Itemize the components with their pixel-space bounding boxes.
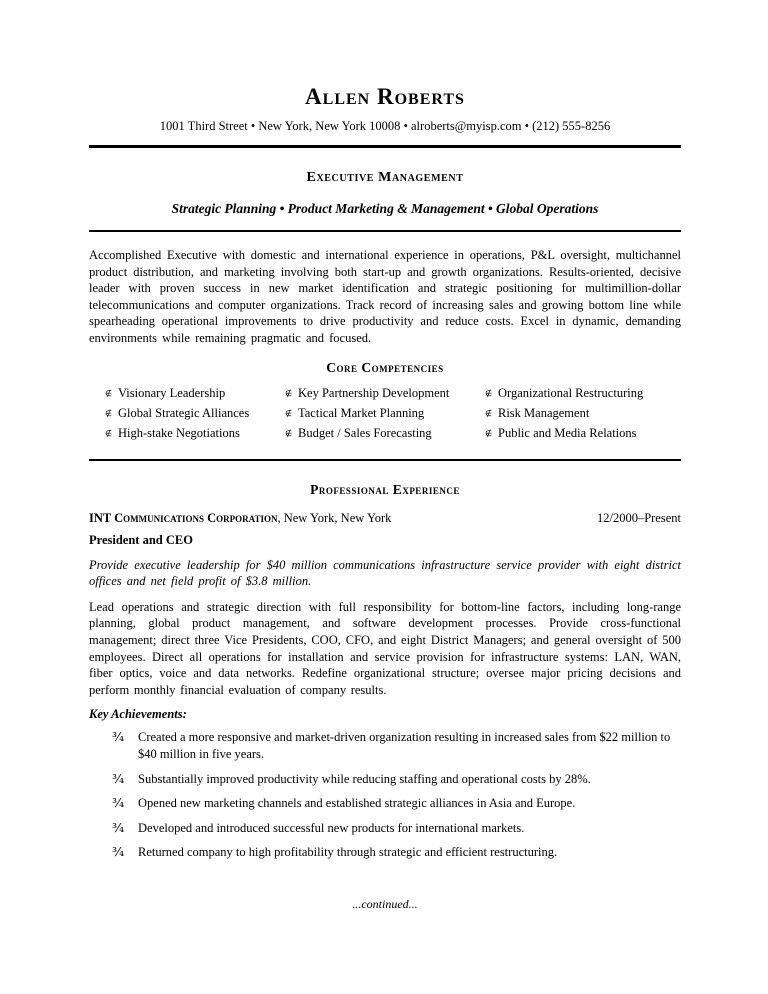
continued-footer: ...continued... [352,897,418,911]
competency-label: Organizational Restructuring [498,385,644,400]
achievement-text: Opened new marketing channels and established strategic alliances in Asia and Europe. [138,796,576,811]
executive-management-heading: Executive Management [306,170,464,185]
company-line [89,511,391,526]
company-row [89,511,681,526]
competency-item [285,405,485,422]
header-divider [89,145,681,148]
bullet-icon: ∉ [285,408,292,418]
achievement-text: Developed and introduced successful new products for international markets. [138,820,525,835]
achievement-bullet-icon: ¾ [112,795,125,811]
key-achievements-heading: Key Achievements: [89,707,187,722]
contact-line: 1001 Third Street • New York, New York 10008 • alroberts@myisp.com • (212) 555-8256 [159,119,611,133]
achievement-text: Returned company to high profitability through strategic and efficient restructuring. [138,845,558,860]
competency-item [285,425,485,442]
bullet-icon: ∉ [105,408,112,418]
competency-label: Risk Management [498,405,590,420]
specialties-tagline: Strategic Planning • Product Marketing & Management • Global Operations [171,201,599,216]
candidate-name: Allen Roberts [305,84,465,109]
competency-label: Global Strategic Alliances [118,405,250,420]
core-competencies-heading: Core Competencies [326,359,444,375]
competency-label: Public and Media Relations [498,425,637,440]
competency-item [105,385,285,402]
bullet-icon: ∉ [485,388,492,398]
achievement-item [112,795,681,812]
achievement-text: Substantially improved productivity while reducing staffing and operational costs by 28%. [138,771,591,786]
competency-item [485,405,681,422]
competency-item [285,385,485,402]
competency-label: Key Partnership Development [298,385,450,400]
bullet-icon: ∉ [285,428,292,438]
competency-item [105,405,285,422]
company-name: INT Communications Corporation [89,510,278,525]
summary-paragraph: Accomplished Executive with domestic and international experience in operations, P&L oversight, multichannel product distribution, and marketing involving both start-up and growth organizations. Results-oriented, decisive leader with proven success in new market identification and strategic positioning for multimillion-dollar telecommunications and computer organizations. Track record of increasing sales and growing bottom line while spearheading operational improvements to drive productivity and reduce costs. Excel in dynamic, demanding environments while remaining pragmatic and focused. [89,248,681,345]
employment-dates: 12/2000–Present [596,510,681,525]
achievement-bullet-icon: ¾ [112,819,125,835]
achievement-item [112,820,681,837]
achievement-bullet-icon: ¾ [112,729,125,745]
competency-item [105,425,285,442]
competency-label: Visionary Leadership [118,385,226,400]
title-divider [89,230,681,232]
achievement-item [112,771,681,788]
competency-item [485,425,681,442]
achievement-bullet-icon: ¾ [112,844,125,860]
achievement-item [112,729,681,762]
competency-label: Tactical Market Planning [298,405,425,420]
core-competencies-grid [89,385,681,442]
role-body-paragraph: Lead operations and strategic direction with full responsibility for bottom-line factors, including long-range planning, global product management, and software development processes. Provide cross-functional management; direct three Vice Presidents, COO, CFO, and eight District Managers; and general oversight of 500 employees. Direct all operations for installation and service provision for infrastructure systems: LAN, WAN, fiber optics, voice and data networks. Redefine organizational structure; oversee major pricing decisions and perform monthly financial evaluation of company results. [89,599,681,697]
bullet-icon: ∉ [105,428,112,438]
job-title: President and CEO [89,532,193,547]
achievement-text: Created a more responsive and market-driven organization resulting in increased sales from $22 million to $40 million in five years. [138,730,671,761]
bullet-icon: ∉ [485,428,492,438]
competency-label: Budget / Sales Forecasting [298,425,432,440]
professional-experience-heading: Professional Experience [310,481,460,497]
achievement-item [112,844,681,861]
bullet-icon: ∉ [285,388,292,398]
bullet-icon: ∉ [105,388,112,398]
company-location: , New York, New York [277,510,392,525]
competency-label: High-stake Negotiations [118,425,240,440]
competency-item [485,385,681,402]
role-intro-paragraph: Provide executive leadership for $40 million communications infrastructure service provider with eight district offices and net field profit of $3.8 million. [89,557,681,589]
achievement-bullet-icon: ¾ [112,770,125,786]
bullet-icon: ∉ [485,408,492,418]
achievements-list [89,729,681,869]
competencies-divider [89,459,681,461]
